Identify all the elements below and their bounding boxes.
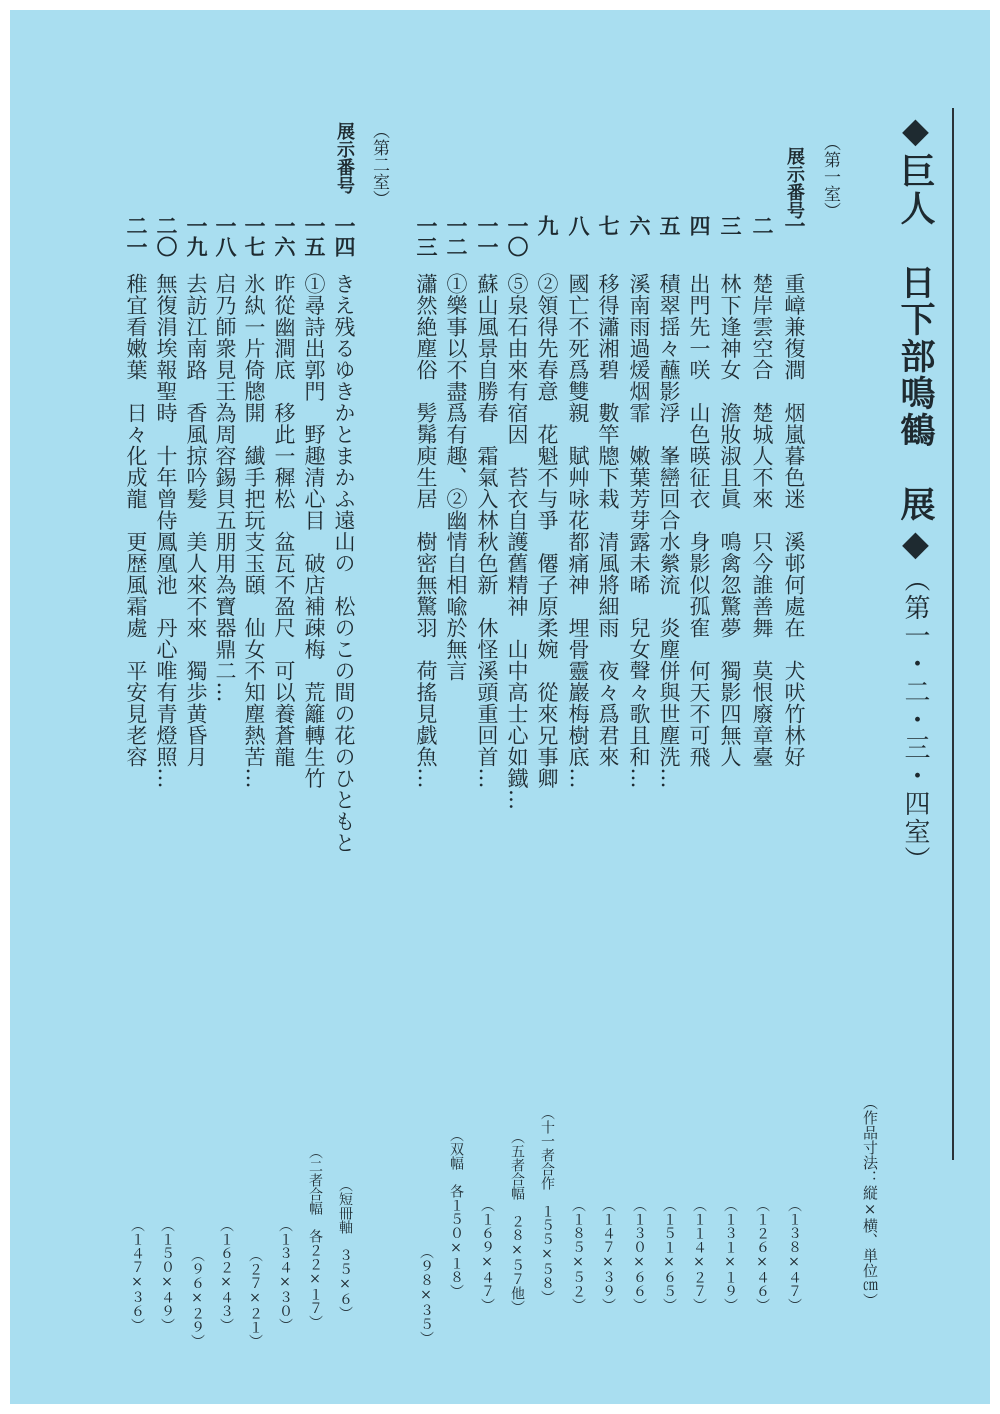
room1-entry-text: 蘇山風景自勝春 霜氣入林秋色新 休怪溪頭重回首…	[475, 273, 499, 789]
room1-entry-number: 二	[750, 215, 775, 236]
dimension-unit-note: （作品寸法：縦×横、単位㎝）	[861, 1095, 879, 1308]
room2-entry-number: 二一	[124, 215, 149, 257]
room1-entry-text: 國亡不死爲雙親 賦艸咏花都痛神 埋骨靈巖梅樹底…	[566, 273, 590, 789]
room1-entry-text: 楚岸雲空合 楚城人不來 只今誰善舞 莫恨廢章臺	[750, 273, 774, 768]
room1-entry-dimensions: （１６９×４７）	[479, 1198, 495, 1312]
room2-entry-text: 氷紈一片倚牕開 纎手把玩支玉頣 仙女不知塵熱苦…	[242, 273, 266, 789]
room2-entry-number: 一七	[242, 215, 267, 257]
room1-entry-dimensions: （９８×３５）	[418, 1245, 434, 1345]
room1-entry-text: ①樂事以不盡爲有趣、②幽情自相喩於無言	[444, 273, 468, 682]
room1-entry-text: 林下逢神女 澹妝淑且眞 鳴禽忽驚夢 獨影四無人	[718, 273, 742, 768]
room1-entry-number: 一二	[444, 215, 469, 257]
room2-entry-number: 二〇	[154, 215, 179, 257]
room1-entry-dimensions: （十一者合作 １５５×５８）	[539, 1106, 555, 1304]
room1-entry-text: 移得瀟湘碧 數竿牕下栽 清風將細雨 夜々爲君來	[596, 273, 620, 768]
room1-entry-text: ⑤泉石由來有宿因 苔衣自護舊精神 山中高士心如鐡…	[505, 273, 529, 811]
room2-entry-dimensions: （１３４×３０）	[277, 1218, 293, 1332]
room2-entry-text: ①尋詩出郭門 野趣清心目 破店補疎梅 荒籬轉生竹	[302, 273, 326, 789]
room1-entry-dimensions: （１２６×４６）	[754, 1198, 770, 1312]
room2-entry-dimensions: （１６２×４３）	[218, 1218, 234, 1332]
room1-entry-number: 一三	[414, 215, 439, 257]
room1-entry-text: 重嶂兼復澗 烟嵐暮色迷 溪邨何處在 犬吠竹林好	[782, 273, 806, 768]
room2-entry-dimensions: （１５０×４９）	[159, 1218, 175, 1332]
room2-entry-number: 一六	[272, 215, 297, 257]
room1-entry-number: 九	[535, 215, 560, 236]
room1-label: （第一室）	[820, 134, 840, 219]
title-rooms: （第一・二・三・四室）	[900, 566, 930, 874]
room1-entry-number: 一〇	[505, 215, 530, 257]
room1-entry-dimensions: （五者合幅 ２８×５７他）	[509, 1130, 525, 1314]
catalog-sheet	[10, 10, 990, 1404]
room2-entry-text: 去訪江南路 香風掠吟髪 美人來不來 獨歩黄昏月	[184, 273, 208, 768]
room1-entry-number: 六	[627, 215, 652, 236]
room2-label: （第二室）	[369, 122, 389, 207]
room1-entry-dimensions: （１３８×４７）	[786, 1198, 802, 1312]
room1-entry-dimensions: （１１４×２７）	[691, 1198, 707, 1312]
room1-entry-number: 四	[687, 215, 712, 236]
room1-entry-text: 瀟然絶塵俗 髣髴庾生居 樹密無驚羽 荷搖見戯魚…	[414, 273, 438, 789]
room2-entry-text: 稚宜看嫩葉 日々化成龍 更歴風霜處 平安見老容	[124, 273, 148, 768]
title-rule	[952, 108, 954, 1160]
room1-entry-number: 七	[596, 215, 621, 236]
room2-entry-number: 一五	[302, 215, 327, 257]
room1-entry-number: 一一	[475, 215, 500, 257]
room1-entry-text: 溪南雨過煖烟霏 嫩葉芳芽露未晞 兒女聲々歌且和…	[627, 273, 651, 789]
room1-entry-number: 八	[566, 215, 591, 236]
room1-entry-text: ②領得先春意 花魁不与爭 僊子原柔婉 從來兄事卿	[535, 273, 559, 789]
room2-entry-number: 一四	[332, 215, 357, 257]
room2-entry-number: 一八	[213, 215, 238, 257]
room2-entry-dimensions: （短冊軸 ３５×６）	[337, 1178, 353, 1320]
room1-entry-dimensions: （１８５×５２）	[570, 1198, 586, 1312]
room2-entry-number: 一九	[184, 215, 209, 257]
room1-entry-text: 積翠揺々蘸影浮 峯巒回合水縈流 炎塵併與世塵洗…	[657, 273, 681, 789]
title-main: ◆巨人 日下部鳴鶴 展◆	[895, 110, 936, 566]
room2-number-header: 展示番号	[334, 122, 355, 194]
room1-entry-number: 一	[782, 215, 807, 236]
room1-entry-dimensions: （１３１×１９）	[722, 1198, 738, 1312]
room2-entry-text: 昨從幽澗底 移此一穉松 盆瓦不盈尺 可以養蒼龍	[272, 273, 296, 768]
page-title	[895, 110, 936, 874]
room1-entry-dimensions: （１３０×６６）	[631, 1198, 647, 1312]
room1-entry-dimensions: （双幅 各１５０×１８）	[448, 1128, 464, 1298]
room1-number-header: 展示番号	[784, 147, 805, 219]
room2-entry-dimensions: （２７×２１）	[247, 1248, 263, 1348]
room1-entry-number: 五	[657, 215, 682, 236]
room1-entry-dimensions: （１４７×３９）	[600, 1198, 616, 1312]
room2-entry-dimensions: （１４７×３６）	[129, 1218, 145, 1332]
room1-entry-dimensions: （１５１×６５）	[661, 1198, 677, 1312]
room2-entry-dimensions: （９６×２９）	[189, 1248, 205, 1348]
room2-entry-text: 启乃師衆見王為周容錫貝五朋用為寶器鼎二…	[213, 273, 237, 703]
room2-entry-text: きえ残るゆきかとまかふ遠山の 松のこの間の花のひともと	[332, 273, 356, 854]
room2-entry-dimensions: （二者合幅 各２２×１７）	[307, 1145, 323, 1329]
room1-entry-text: 出門先一咲 山色暎征衣 身影似孤隺 何天不可飛	[687, 273, 711, 768]
room2-entry-text: 無復涓埃報聖時 十年曾侍鳳凰池 丹心唯有青燈照…	[154, 273, 178, 789]
room1-entry-number: 三	[718, 215, 743, 236]
